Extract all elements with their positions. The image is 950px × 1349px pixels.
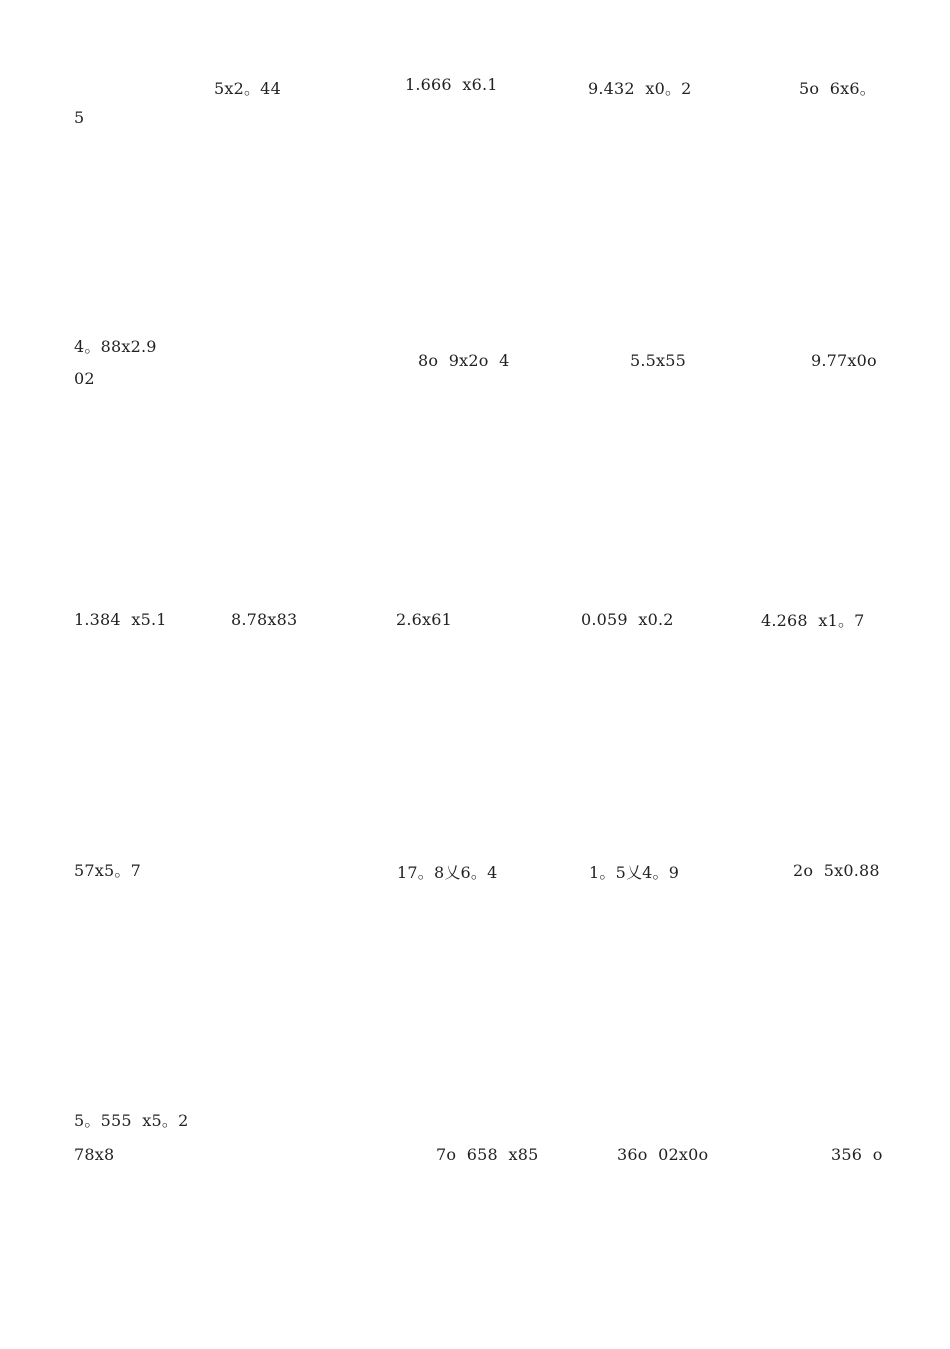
problem-3-4: 0.059 x0.2 (581, 610, 674, 629)
problem-4-4: 2o 5x0.88 (793, 861, 880, 880)
problem-5-1: 5。555 x5。2 (74, 1111, 189, 1130)
problem-5-1-wrap: 78x8 (74, 1145, 115, 1164)
problem-1-4: 5o 6x6。 (799, 79, 876, 98)
problem-1-3: 9.432 x0。2 (588, 79, 692, 98)
problem-4-1: 57x5。7 (74, 861, 141, 880)
problem-2-4: 9.77x0o (811, 351, 877, 370)
problem-2-1-wrap: 02 (74, 369, 95, 388)
problem-5-3: 36o 02x0o (617, 1145, 709, 1164)
problem-2-2: 8o 9x2o 4 (418, 351, 510, 370)
problem-3-1: 1.384 x5.1 (74, 610, 167, 629)
problem-3-2: 8.78x83 (231, 610, 298, 629)
problem-3-3: 2.6x61 (396, 610, 453, 629)
problem-4-2: 17。8乂6。4 (397, 863, 498, 882)
problem-4-3: 1。5乂4。9 (589, 863, 680, 882)
problem-5-4: 356 o (831, 1145, 883, 1164)
problem-5-2: 7o 658 x85 (436, 1145, 539, 1164)
problem-1-2: 1.666 x6.1 (405, 75, 498, 94)
problem-2-3: 5.5x55 (630, 351, 687, 370)
problem-1-wrap: 5 (74, 108, 85, 127)
problem-1-1: 5x2。44 (214, 79, 281, 98)
problem-3-5: 4.268 x1。7 (761, 611, 865, 630)
problem-2-1: 4。88x2.9 (74, 337, 157, 356)
